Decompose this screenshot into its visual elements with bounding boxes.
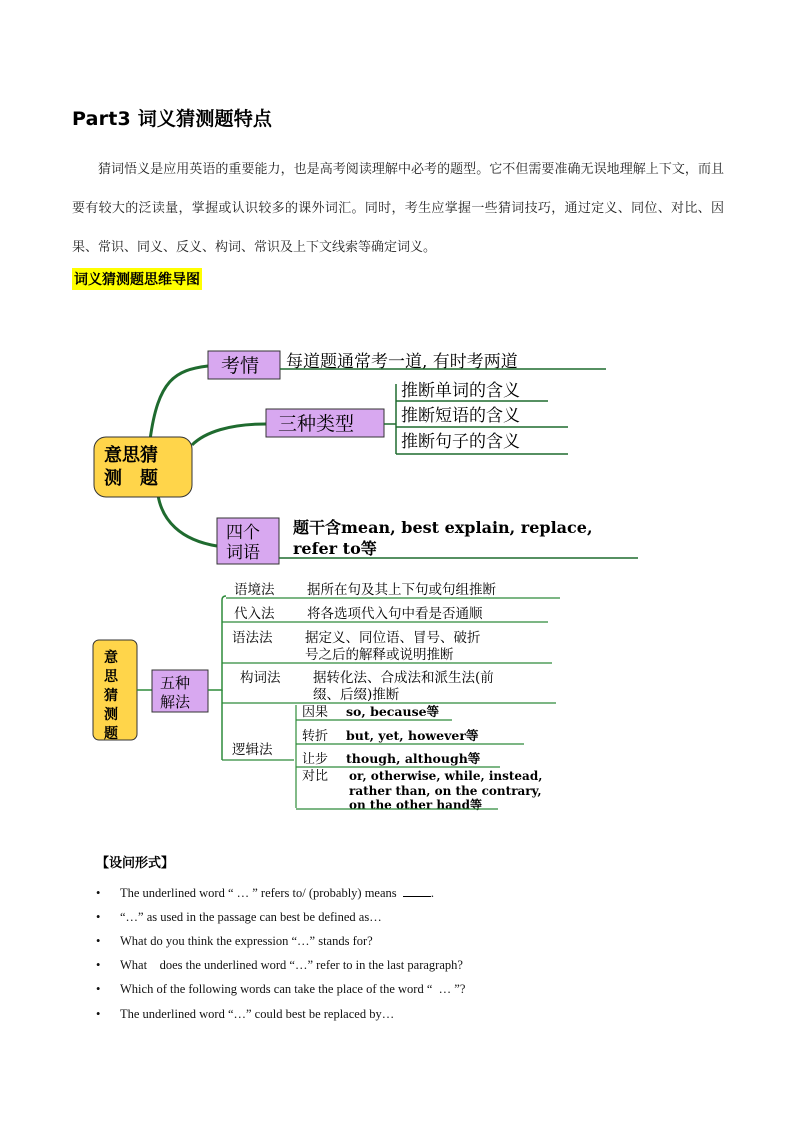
question-text: What do you think the expression “…” stands for? [120, 934, 373, 948]
bullet-icon: • [96, 958, 101, 972]
method-name: 语境法 [234, 582, 275, 598]
list-item [96, 1007, 394, 1022]
logic-name: 转折 [302, 729, 329, 744]
question-forms-heading: 【设问形式】 [96, 856, 175, 871]
bullet-icon: • [96, 982, 101, 996]
logic-name: 因果 [302, 705, 329, 720]
question-text-end: . [430, 886, 435, 900]
question-text: The underlined word “ … ” refers to/ (probably) means [120, 886, 397, 900]
bullet-icon: • [96, 1007, 101, 1021]
connector-sanzhong [192, 424, 266, 445]
method-desc: 据定义、同位语、冒号、破折 [305, 630, 481, 646]
logic-desc: so, because等 [346, 704, 440, 719]
mindmap2-root-char: 猜 [104, 688, 118, 704]
type-word: 推断单词的含义 [401, 381, 520, 401]
mindmap-2 [93, 581, 560, 812]
question-text: “…” as used in the passage can best be defined as… [120, 910, 382, 924]
list-item [96, 886, 434, 901]
logic-desc: though, although等 [346, 751, 481, 766]
branch-sige-label-line1: 四个 [226, 523, 260, 543]
page-title: Part3 词义猜测题特点 [72, 108, 273, 130]
method-name: 代入法 [234, 606, 275, 622]
mindmap2-root-char: 测 [104, 707, 118, 723]
mindmap2-root-char: 题 [104, 726, 118, 742]
mindmap2-root-char: 意 [104, 650, 118, 666]
list-item [96, 934, 373, 949]
method-name: 语法法 [232, 630, 273, 646]
intro-paragraph: 猜词悟义是应用英语的重要能力，也是高考阅读理解中必考的题型。它不但需要准确无误地理解上下文，而且要有较大的泛读量，掌握或认识较多的课外词汇。同时，考生应掌握一些猜词技巧，通过定义、同位、对比、因果、常识、同义、反义、构词、常识及上下文线索等确定词义。 [72, 162, 724, 255]
question-text: The underlined word “…” could best be replaced by… [120, 1007, 395, 1021]
type-sentence: 推断句子的含义 [401, 432, 520, 452]
list-item [96, 982, 465, 997]
method-name: 逻辑法 [232, 742, 273, 758]
branch-sige-label-line2: 词语 [226, 543, 260, 563]
logic-desc: rather than, on the contrary, [349, 784, 542, 798]
method-name: 构词法 [240, 670, 281, 686]
bullet-icon: • [96, 934, 101, 948]
branch-sanzhong-label: 三种类型 [278, 413, 355, 435]
bullet-icon: • [96, 886, 101, 900]
mindmap-heading: 词义猜测题思维导图 [72, 268, 202, 290]
method-desc: 号之后的解释或说明推断 [305, 647, 454, 663]
method-desc: 据转化法、合成法和派生法(前 [313, 670, 494, 686]
logic-desc: on the other hand等 [349, 798, 483, 812]
mindmap1-root-line2: 测 题 [104, 468, 158, 489]
mindmap1-root-line1: 意思猜 [104, 445, 158, 466]
answer-blank [403, 886, 431, 897]
type-phrase: 推断短语的含义 [401, 406, 520, 426]
logic-desc: but, yet, however等 [346, 728, 479, 743]
mindmap2-hub-line2: 解法 [160, 693, 191, 711]
question-text: What does the underlined word “…” refer to in the last paragraph? [120, 958, 463, 972]
method-desc: 将各选项代入句中看是否通顺 [307, 606, 483, 622]
mindmap2-hub-line1: 五种 [160, 674, 191, 692]
method-desc: 据所在句及其上下句或句组推断 [307, 582, 496, 598]
logic-name: 让步 [302, 752, 329, 767]
branch-sige-text-line2: refer to等 [293, 539, 377, 558]
bullet-icon: • [96, 910, 101, 924]
connector-sige [158, 495, 217, 546]
logic-name: 对比 [302, 769, 329, 784]
mindmap-1 [94, 351, 638, 564]
mindmap2-root-char: 思 [104, 669, 118, 685]
branch-kaoqing-text: 每道题通常考一道, 有时考两道 [286, 352, 518, 372]
branch-sige-text-line1: 题干含mean, best explain, replace, [293, 518, 593, 537]
list-item [96, 958, 463, 973]
branch-kaoqing-label: 考情 [221, 355, 260, 377]
connector-kaoqing [150, 366, 208, 440]
logic-desc: or, otherwise, while, instead, [349, 769, 543, 783]
question-text: Which of the following words can take the place of the word “ … ”? [120, 982, 466, 996]
method-desc: 缀、后缀)推断 [313, 687, 400, 703]
list-item [96, 910, 382, 925]
